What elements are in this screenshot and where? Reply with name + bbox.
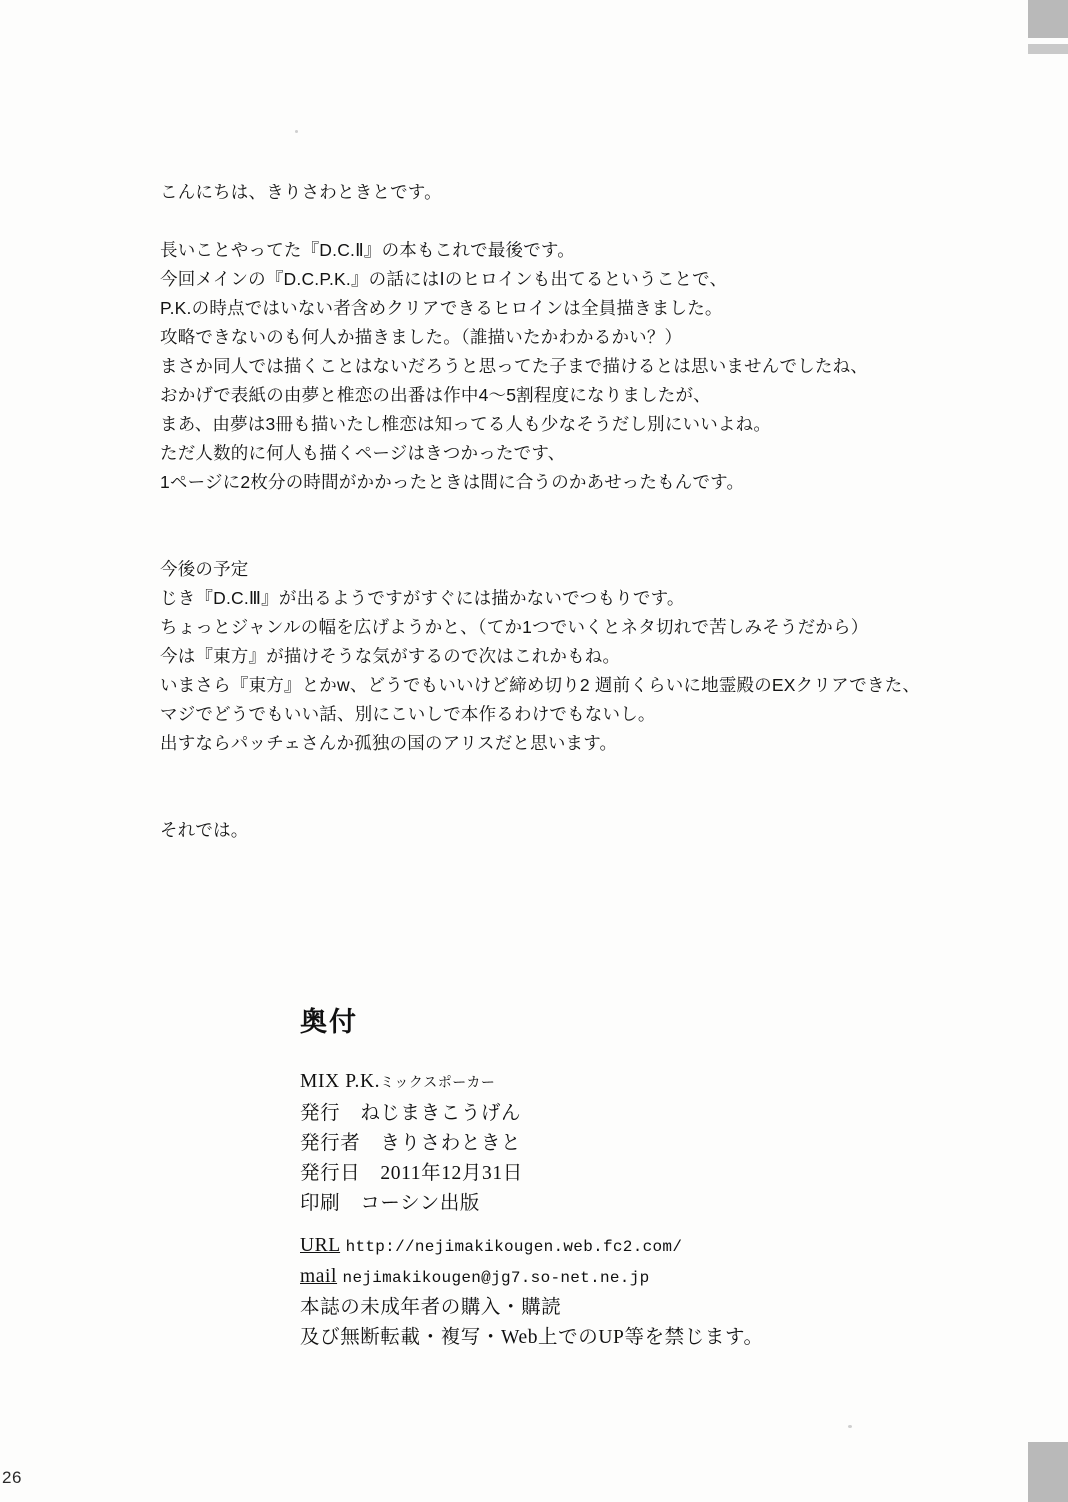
colophon-book-title-row xyxy=(300,1067,860,1099)
afterword-paragraph2-line: 今は『東方』が描けそうな気がするので次はこれかもね。 xyxy=(160,646,621,666)
afterword-paragraph1-line: まさか同人では描くことはないだろうと思ってた子まで描けるとは思いませんでしたね、 xyxy=(160,356,868,376)
colophon-publisher-label: 発行 xyxy=(300,1103,341,1124)
scan-edge-mark-top xyxy=(1028,0,1068,38)
colophon-mail-value[interactable]: nejimakikougen@jg7.so-net.ne.jp xyxy=(342,1269,650,1287)
afterword-paragraph1-line: ただ人数的に何人も描くページはきつかったです、 xyxy=(160,443,566,463)
spacer xyxy=(160,758,890,816)
colophon-date-label: 発行日 xyxy=(300,1163,361,1184)
colophon-author-value: きりさわときと xyxy=(380,1133,522,1154)
afterword-section-heading: 今後の予定 xyxy=(160,559,249,579)
colophon-author-label: 発行者 xyxy=(300,1133,361,1154)
colophon-printer-row xyxy=(300,1189,860,1219)
spacer xyxy=(300,1219,860,1231)
spacer xyxy=(160,497,890,555)
colophon-printer-label: 印刷 xyxy=(300,1193,341,1214)
colophon-block xyxy=(300,1000,860,1353)
paper-speck xyxy=(848,1425,852,1428)
colophon-book-title-ruby: ミックスポーカー xyxy=(380,1076,496,1091)
colophon-url-row xyxy=(300,1231,860,1262)
afterword-paragraph1-line: 1ページに2枚分の時間がかかったときは間に合うのかあせったもんです。 xyxy=(160,472,745,492)
colophon-book-title: MIX P.K. xyxy=(300,1071,381,1092)
afterword-paragraph1-line: まあ、由夢は3冊も描いたし椎恋は知ってる人も少なそうだし別にいいよね。 xyxy=(160,414,772,434)
colophon-url-label: URL xyxy=(300,1235,341,1256)
colophon-publisher-value: ねじまきこうげん xyxy=(360,1103,522,1124)
afterword-paragraph2-line: マジでどうでもいい話、別にこいしで本作るわけでもないし。 xyxy=(160,704,656,724)
scan-edge-mark-bottom xyxy=(1028,1442,1068,1502)
colophon-notice-line: 本誌の未成年者の購入・購読 xyxy=(300,1297,562,1318)
colophon-printer-value: コーシン出版 xyxy=(360,1193,481,1214)
afterword-greeting: こんにちは、きりさわときとです。 xyxy=(160,182,442,202)
colophon-mail-label: mail xyxy=(300,1266,338,1287)
spacer xyxy=(160,207,890,236)
colophon-url-value[interactable]: http://nejimakikougen.web.fc2.com/ xyxy=(345,1238,683,1256)
page-number: 26 xyxy=(2,1468,22,1487)
afterword-closing: それでは。 xyxy=(160,820,249,840)
afterword-paragraph1-line: おかげで表紙の由夢と椎恋の出番は作中4〜5割程度になりましたが、 xyxy=(160,385,711,405)
afterword-paragraph2-line: じき『D.C.Ⅲ』が出るようですがすぐには描かないでつもりです。 xyxy=(160,588,685,608)
colophon-mail-row xyxy=(300,1262,860,1293)
afterword-paragraph2-line: いまさら『東方』とかw、どうでもいいけど締め切り2 週前くらいに地霊殿のEXクリアできた、 xyxy=(160,675,921,695)
paper-speck xyxy=(295,130,298,133)
afterword-paragraph2-line: ちょっとジャンルの幅を広げようかと、（てか1つでいくとネタ切れで苦しみそうだから） xyxy=(160,617,869,637)
afterword-text-block xyxy=(160,178,921,845)
scan-edge-mark-top-secondary xyxy=(1028,44,1068,54)
afterword-paragraph1-line: 攻略できないのも何人か描きました。（誰描いたかわかるかい？） xyxy=(160,327,683,347)
afterword-paragraph1-line: 今回メインの『D.C.P.K.』の話にはⅠのヒロインも出てるということで、 xyxy=(160,269,728,289)
afterword-paragraph2-line: 出すならパッチェさんか孤独の国のアリスだと思います。 xyxy=(160,733,618,753)
afterword-paragraph1-line: 長いことやってた『D.C.Ⅱ』の本もこれで最後です。 xyxy=(160,240,575,260)
afterword-paragraph1-line: P.K.の時点ではいない者含めクリアできるヒロインは全員描きました。 xyxy=(160,298,723,318)
colophon-heading: 奥付 xyxy=(300,1007,358,1037)
colophon-publisher-row xyxy=(300,1099,860,1129)
colophon-notice-line: 及び無断転載・複写・Web上でのUP等を禁じます。 xyxy=(300,1327,764,1348)
colophon-date-value: 2011年12月31日 xyxy=(380,1163,523,1184)
colophon-date-row xyxy=(300,1159,860,1189)
colophon-author-row xyxy=(300,1129,860,1159)
